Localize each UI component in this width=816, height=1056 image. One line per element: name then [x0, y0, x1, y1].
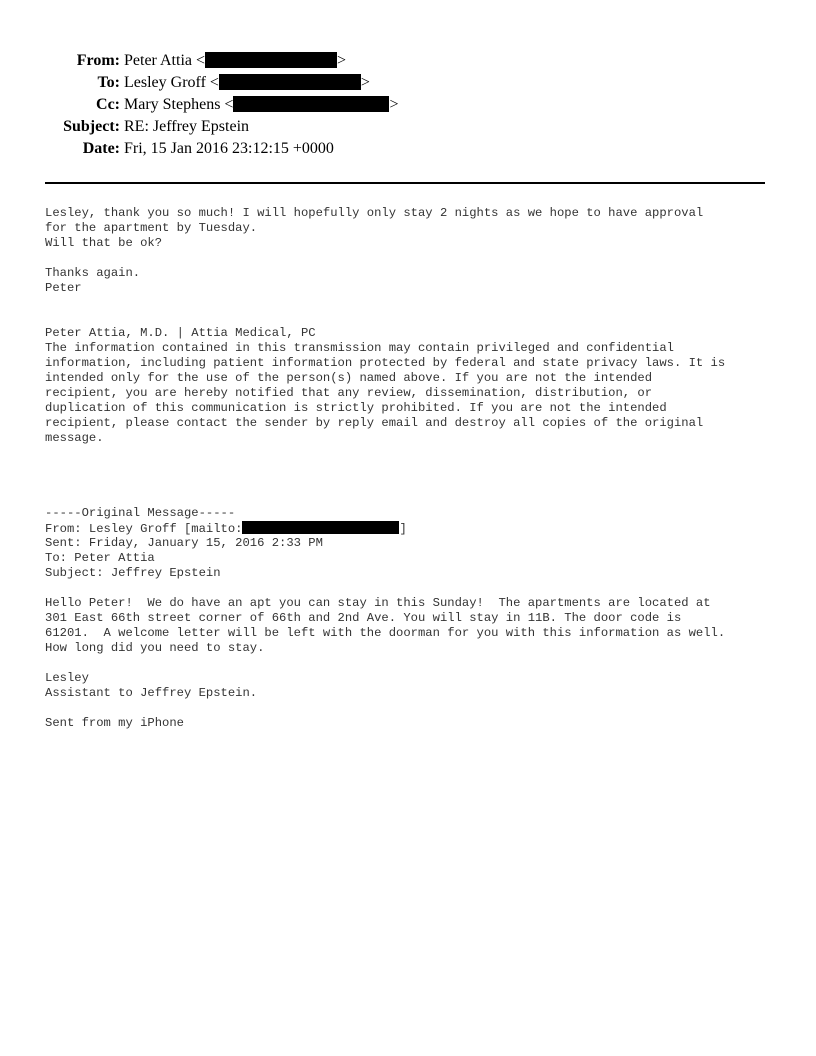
- cc-close: >: [389, 96, 399, 113]
- to-value: Lesley Groff <: [124, 74, 219, 91]
- disclaimer-line: recipient, please contact the sender by reply email and destroy all copies of the original: [45, 416, 704, 430]
- reply-line: for the apartment by Tuesday.: [45, 221, 258, 235]
- reply-line: Will that be ok?: [45, 236, 163, 250]
- from-row: [40, 50, 440, 72]
- blank-line: [45, 251, 785, 266]
- original-signoff: Assistant to Jeffrey Epstein.: [45, 686, 258, 700]
- date-value: Fri, 15 Jan 2016 23:12:15 +0000: [124, 140, 334, 157]
- disclaimer-line: duplication of this communication is strictly prohibited. If you are not the intended: [45, 401, 667, 415]
- original-sent: Sent: Friday, January 15, 2016 2:33 PM: [45, 536, 323, 550]
- blank-line: [45, 311, 785, 326]
- blank-line: [45, 701, 785, 716]
- from-close: >: [337, 52, 347, 69]
- subject-label: Subject:: [63, 118, 120, 135]
- reply-line: Peter: [45, 281, 82, 295]
- original-body-line: 61201. A welcome letter will be left with the doorman for you with this information as well.: [45, 626, 726, 640]
- original-from-close: ]: [399, 522, 407, 536]
- original-to: To: Peter Attia: [45, 551, 155, 565]
- disclaimer-line: information, including patient information protected by federal and state privacy laws. It is: [45, 356, 726, 370]
- original-subject: Subject: Jeffrey Epstein: [45, 566, 221, 580]
- from-label: From:: [76, 52, 120, 69]
- to-label: To:: [97, 74, 120, 91]
- blank-line: [45, 491, 785, 506]
- original-from: [45, 521, 785, 536]
- redaction-box: [219, 74, 361, 90]
- signature-line: Peter Attia, M.D. | Attia Medical, PC: [45, 326, 316, 340]
- email-header: [40, 50, 440, 160]
- blank-line: [45, 296, 785, 311]
- date-row: [40, 138, 440, 160]
- reply-line: Thanks again.: [45, 266, 141, 280]
- cc-label: Cc:: [96, 96, 120, 113]
- disclaimer-line: message.: [45, 431, 104, 445]
- from-value: Peter Attia <: [124, 52, 206, 69]
- email-body: [45, 206, 785, 731]
- original-footer: Sent from my iPhone: [45, 716, 184, 730]
- original-from-text: From: Lesley Groff [mailto:: [45, 522, 243, 536]
- blank-line: [45, 461, 785, 476]
- subject-value: RE: Jeffrey Epstein: [124, 118, 250, 135]
- cc-row: [40, 94, 440, 116]
- disclaimer-line: recipient, you are hereby notified that any review, dissemination, distribution, or: [45, 386, 653, 400]
- disclaimer-line: intended only for the use of the person(s) named above. If you are not the intended: [45, 371, 653, 385]
- blank-line: [45, 581, 785, 596]
- original-divider: -----Original Message-----: [45, 506, 236, 520]
- original-signoff: Lesley: [45, 671, 89, 685]
- date-label: Date:: [82, 140, 120, 157]
- to-close: >: [360, 74, 370, 91]
- to-row: [40, 72, 440, 94]
- reply-line: Lesley, thank you so much! I will hopefully only stay 2 nights as we hope to have approval: [45, 206, 704, 220]
- disclaimer-line: The information contained in this transmission may contain privileged and confidential: [45, 341, 674, 355]
- redaction-box: [205, 52, 337, 68]
- blank-line: [45, 476, 785, 491]
- redaction-box: [242, 521, 399, 534]
- blank-line: [45, 656, 785, 671]
- original-body-line: Hello Peter! We do have an apt you can stay in this Sunday! The apartments are located at: [45, 596, 711, 610]
- original-body-line: 301 East 66th street corner of 66th and 2nd Ave. You will stay in 11B. The door code is: [45, 611, 682, 625]
- original-body-line: How long did you need to stay.: [45, 641, 265, 655]
- subject-row: [40, 116, 440, 138]
- redaction-box: [233, 96, 389, 112]
- cc-value: Mary Stephens <: [124, 96, 234, 113]
- blank-line: [45, 446, 785, 461]
- header-divider: [45, 182, 765, 184]
